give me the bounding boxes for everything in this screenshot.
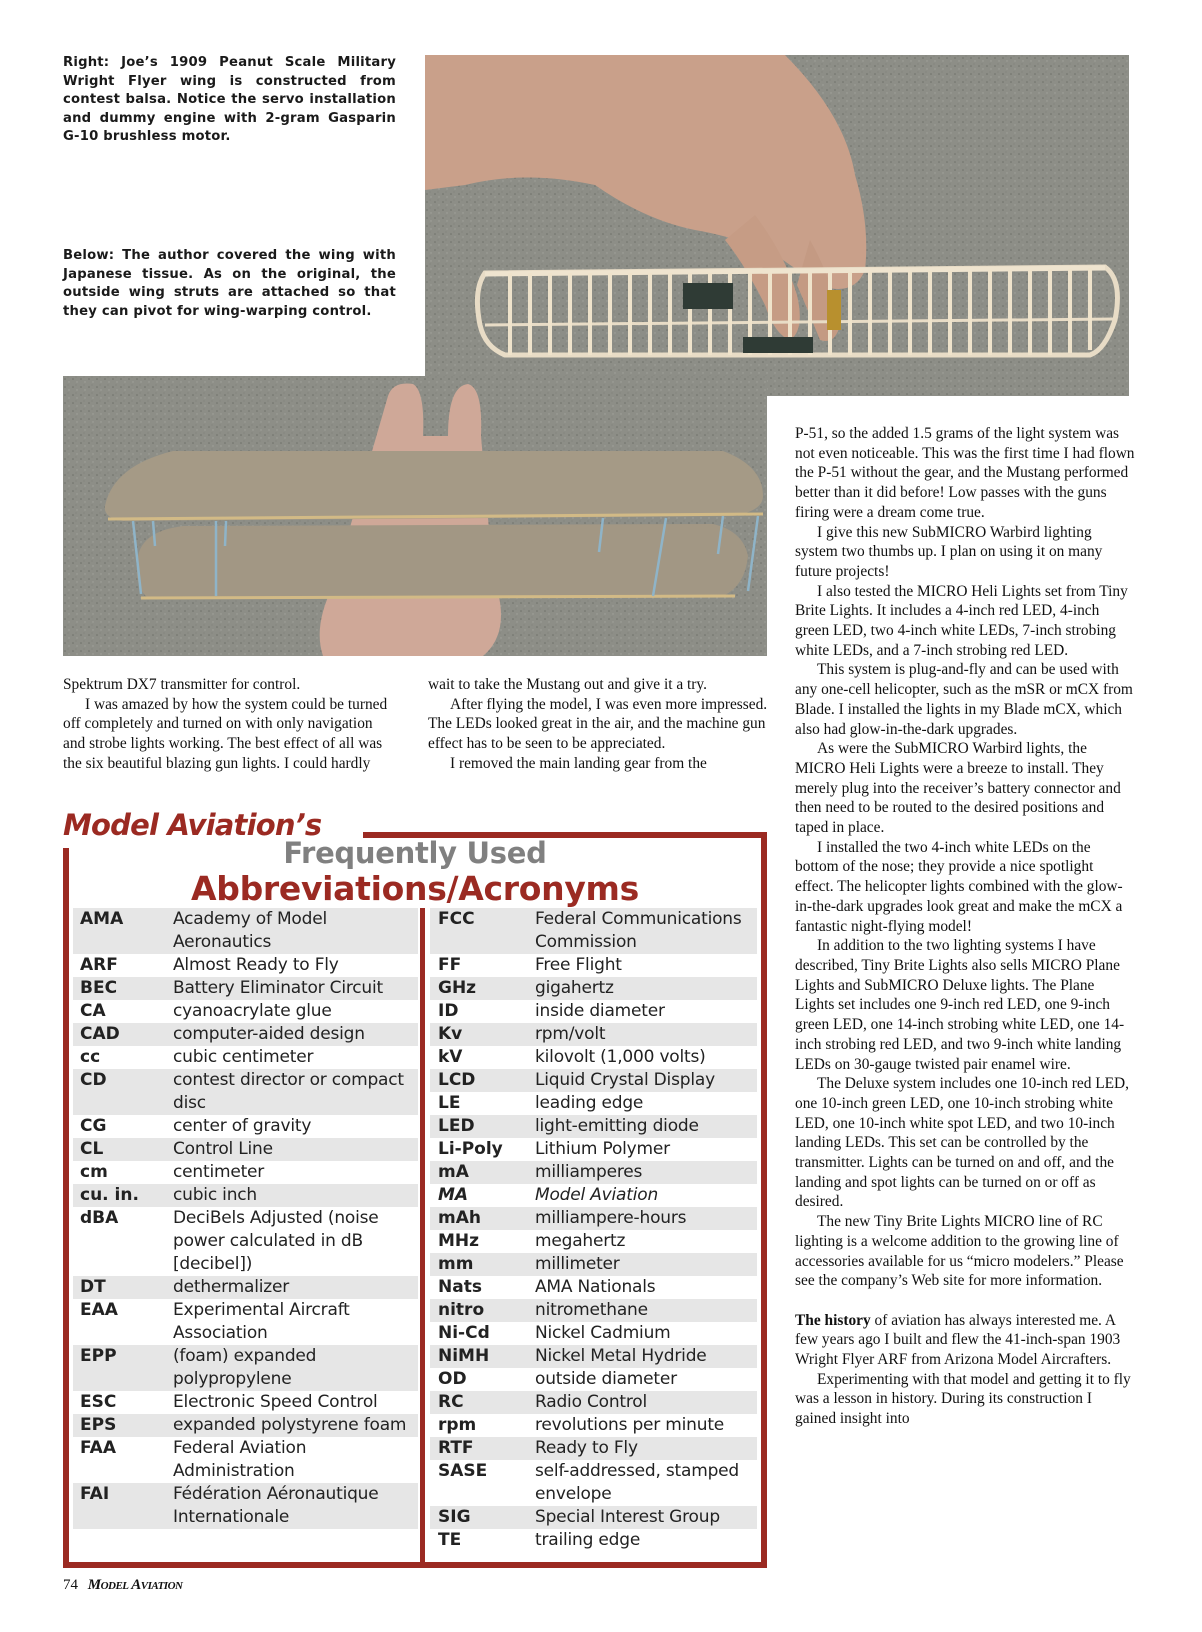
paragraph: The new Tiny Brite Lights MICRO line of RC lighting is a welcome addition to the growing line of accessories available for us “micro modelers.” Please see the company’s Web site for more information. xyxy=(795,1213,1124,1290)
photo-covered-biplane-wing xyxy=(63,376,767,656)
paragraph: In addition to the two lighting systems I have described, Tiny Brite Lights also sells MICRO Plane Lights and SubMICRO Deluxe lights. The Plane Lights set includes one 9-inch red LED, one 9-inch green LED, one 14-inch strobing white LED, one 14-inch strobing red LED, and two 9-inch white landing LEDs on 30-gauge twisted pair enamel wire. xyxy=(795,937,1125,1073)
paragraph: I give this new SubMICRO Warbird lighting system two thumbs up. I plan on using it on many future projects! xyxy=(795,523,1103,580)
photo-caption-right xyxy=(63,54,396,147)
definition: contest director or compact disc xyxy=(173,1070,404,1113)
abbreviation: GHz xyxy=(438,978,477,998)
glossary-row xyxy=(73,1391,418,1414)
abbreviation: AMA xyxy=(80,909,124,929)
definition: trailing edge xyxy=(535,1530,641,1550)
glossary-row xyxy=(73,1138,418,1161)
glossary-row xyxy=(430,1023,757,1046)
glossary-row xyxy=(430,1230,757,1253)
glossary-column-right xyxy=(430,908,757,1552)
magazine-name: Model Aviation xyxy=(87,1577,183,1593)
run-in-head: The history xyxy=(795,1311,871,1329)
paragraph: Experimenting with that model and getting it to fly was a lesson in history. During its construction I gained insight into xyxy=(795,1370,1131,1428)
article-column-2 xyxy=(428,675,768,774)
glossary-row xyxy=(430,1207,757,1230)
definition: nitromethane xyxy=(535,1300,648,1320)
definition: outside diameter xyxy=(535,1369,677,1389)
glossary-row xyxy=(73,1161,418,1184)
servo xyxy=(743,337,813,353)
glossary-row xyxy=(430,1529,757,1552)
abbreviation: CA xyxy=(80,1001,106,1021)
glossary-row xyxy=(430,908,757,954)
glossary-row xyxy=(73,1276,418,1299)
photo-balsa-wing-frame xyxy=(425,55,1129,396)
abbreviation: nitro xyxy=(438,1300,485,1320)
definition: AMA Nationals xyxy=(535,1277,656,1297)
abbreviation: ARF xyxy=(80,955,118,975)
abbreviation: LE xyxy=(438,1093,461,1113)
abbreviation: RTF xyxy=(438,1438,474,1458)
definition: millimeter xyxy=(535,1254,620,1274)
glossary-row xyxy=(430,977,757,1000)
definition: Ready to Fly xyxy=(535,1438,638,1458)
glossary-subtitle: Frequently Used xyxy=(283,836,547,870)
definition: Federal Aviation Administration xyxy=(173,1438,307,1481)
abbreviation: rpm xyxy=(438,1415,477,1435)
glossary-row xyxy=(430,1322,757,1345)
abbreviation: mAh xyxy=(438,1208,481,1228)
abbreviation: CG xyxy=(80,1116,107,1136)
paragraph: I installed the two 4-inch white LEDs on the bottom of the nose; they provide a nice spotlight effect. The helicopter lights combined with the glow-in-the-dark upgrades look great and make the mCX a fantastic night-flying model! xyxy=(795,838,1123,935)
glossary-row xyxy=(73,1414,418,1437)
abbreviation: CD xyxy=(80,1070,107,1090)
glossary-row xyxy=(430,1253,757,1276)
paragraph: I also tested the MICRO Heli Lights set from Tiny Brite Lights. It includes a 4-inch red LED, 4-inch green LED, two 4-inch white LEDs, 7-inch strobing white LEDs, and a 7-inch strobing red LED. xyxy=(795,582,1128,659)
definition: kilovolt (1,000 volts) xyxy=(535,1047,706,1067)
paragraph: I was amazed by how the system could be turned off completely and turned on with only navigation and strobe lights working. The best effect of all was the six beautiful blazing gun lights. I could hardly xyxy=(63,695,388,772)
definition: Nickel Metal Hydride xyxy=(535,1346,707,1366)
glossary-row xyxy=(430,1368,757,1391)
definition: light-emitting diode xyxy=(535,1116,699,1136)
abbreviation: FF xyxy=(438,955,462,975)
abbreviation: ESC xyxy=(80,1392,117,1412)
abbreviation: kV xyxy=(438,1047,463,1067)
definition: Control Line xyxy=(173,1139,273,1159)
glossary-row xyxy=(73,1483,418,1529)
glossary-row xyxy=(73,1184,418,1207)
paragraph: This system is plug-and-fly and can be used with any one-cell helicopter, such as the mSR or mCX from Blade. I installed the lights in my Blade mCX, which also had glow-in-the-dark upgrades. xyxy=(795,661,1133,738)
definition: Experimental Aircraft Association xyxy=(173,1300,350,1343)
abbreviations-glossary xyxy=(63,808,767,1568)
definition: Model Aviation xyxy=(535,1185,659,1205)
section-lead-paragraph xyxy=(795,1311,1135,1370)
definition: Liquid Crystal Display xyxy=(535,1070,715,1090)
abbreviation: cm xyxy=(80,1162,108,1182)
caption-text: Below: The author covered the wing with Japanese tissue. As on the original, the outside wing struts are attached so that they can pivot for wing-warping control. xyxy=(63,248,396,319)
article-column-1 xyxy=(63,675,397,774)
glossary-row xyxy=(73,977,418,1000)
glossary-row xyxy=(430,1391,757,1414)
definition: Fédération Aéronautique Internationale xyxy=(173,1484,379,1527)
definition: Special Interest Group xyxy=(535,1507,720,1527)
abbreviation: cc xyxy=(80,1047,101,1067)
glossary-row xyxy=(73,954,418,977)
definition: leading edge xyxy=(535,1093,644,1113)
definition: milliamperes xyxy=(535,1162,643,1182)
border-rule xyxy=(63,848,69,1568)
definition: rpm/volt xyxy=(535,1024,606,1044)
glossary-row xyxy=(73,1023,418,1046)
definition: (foam) expanded polypropylene xyxy=(173,1346,317,1389)
definition: center of gravity xyxy=(173,1116,312,1136)
glossary-row xyxy=(73,1345,418,1391)
glossary-row xyxy=(73,1046,418,1069)
glossary-row xyxy=(430,1506,757,1529)
abbreviation: RC xyxy=(438,1392,464,1412)
glossary-column-left xyxy=(73,908,418,1529)
glossary-row xyxy=(73,1207,418,1276)
paragraph: As were the SubMICRO Warbird lights, the MICRO Heli Lights were a breeze to install. They merely plug into the receiver’s battery connector and then need to be routed to the desired positions and taped in place. xyxy=(795,740,1121,837)
definition: dethermalizer xyxy=(173,1277,290,1297)
abbreviation: FAI xyxy=(80,1484,110,1504)
glossary-row xyxy=(73,1299,418,1345)
definition: revolutions per minute xyxy=(535,1415,725,1435)
abbreviation: OD xyxy=(438,1369,467,1389)
glossary-row xyxy=(430,1414,757,1437)
glossary-row xyxy=(73,1115,418,1138)
definition: inside diameter xyxy=(535,1001,665,1021)
abbreviation: BEC xyxy=(80,978,118,998)
definition: DeciBels Adjusted (noise power calculated in dB [decibel]) xyxy=(173,1208,379,1274)
definition: Federal Communications Commission xyxy=(535,909,742,952)
glossary-row xyxy=(430,1345,757,1368)
abbreviation: mm xyxy=(438,1254,474,1274)
photo-caption-below xyxy=(63,247,396,321)
abbreviation: SASE xyxy=(438,1461,488,1481)
definition: Almost Ready to Fly xyxy=(173,955,339,975)
abbreviation: Nats xyxy=(438,1277,482,1297)
definition: Battery Eliminator Circuit xyxy=(173,978,383,998)
glossary-row xyxy=(430,1276,757,1299)
border-rule xyxy=(63,1562,767,1568)
definition: Academy of Model Aeronautics xyxy=(173,909,328,952)
caption-text: Right: Joe’s 1909 Peanut Scale Military Wright Flyer wing is constructed from contest balsa. Notice the servo installation and dummy engine with 2-gram Gasparin G-10 brushless motor. xyxy=(63,55,396,144)
abbreviation: LCD xyxy=(438,1070,476,1090)
abbreviation: Kv xyxy=(438,1024,463,1044)
paragraph: After flying the model, I was even more impressed. The LEDs looked great in the air, and the machine gun effect has to be seen to be appreciated. xyxy=(428,695,768,753)
motor xyxy=(827,290,841,330)
definition: milliampere-hours xyxy=(535,1208,687,1228)
paragraph: P-51, so the added 1.5 grams of the light system was not even noticeable. This was the first time I had flown the P-51 without the gear, and the Mustang performed better than it did before! Low passes with the guns firing were a dream come true. xyxy=(795,425,1135,521)
paragraph: Spektrum DX7 transmitter for control. xyxy=(63,676,301,693)
abbreviation: LED xyxy=(438,1116,475,1136)
page-footer xyxy=(63,1575,182,1595)
glossary-row xyxy=(430,1437,757,1460)
abbreviation: CAD xyxy=(80,1024,120,1044)
abbreviation: EPS xyxy=(80,1415,117,1435)
paragraph-text: of aviation has always interested me. A few years ago I built and flew the 41-inch-span 1903 Wright Flyer ARF from Arizona Model Aircrafters. xyxy=(795,1311,1121,1369)
glossary-row xyxy=(73,908,418,954)
page-number: 74 xyxy=(63,1577,78,1593)
abbreviation: MA xyxy=(438,1185,469,1205)
definition: Free Flight xyxy=(535,955,622,975)
definition: cyanoacrylate glue xyxy=(173,1001,332,1021)
definition: expanded polystyrene foam xyxy=(173,1415,407,1435)
glossary-row xyxy=(430,954,757,977)
abbreviation: DT xyxy=(80,1277,106,1297)
paragraph: I removed the main landing gear from the xyxy=(450,754,707,772)
abbreviation: mA xyxy=(438,1162,469,1182)
article-column-3 xyxy=(795,424,1135,1429)
border-rule xyxy=(761,832,767,1568)
glossary-row xyxy=(430,1460,757,1506)
definition: Electronic Speed Control xyxy=(173,1392,378,1412)
definition: gigahertz xyxy=(535,978,614,998)
definition: cubic inch xyxy=(173,1185,258,1205)
glossary-row xyxy=(430,1138,757,1161)
glossary-title: Abbreviations/Acronyms xyxy=(191,869,639,908)
glossary-row xyxy=(430,1092,757,1115)
definition: self-addressed, stamped envelope xyxy=(535,1461,740,1504)
servo xyxy=(683,283,733,309)
column-divider xyxy=(420,908,425,1563)
abbreviation: MHz xyxy=(438,1231,480,1251)
definition: Lithium Polymer xyxy=(535,1139,670,1159)
definition: Radio Control xyxy=(535,1392,648,1412)
paragraph: The Deluxe system includes one 10-inch red LED, one 10-inch green LED, one 10-inch strobing white LED, one 10-inch white spot LED, and two 10-inch landing LEDs. This set can be controlled by the transmitter. Lights can be turned on and off, and the landing and spot lights can be turned on or off as desired. xyxy=(795,1075,1129,1211)
glossary-row xyxy=(430,1161,757,1184)
abbreviation: cu. in. xyxy=(80,1185,139,1205)
glossary-row xyxy=(73,1069,418,1115)
definition: megahertz xyxy=(535,1231,626,1251)
abbreviation: FAA xyxy=(80,1438,116,1458)
abbreviation: Li-Poly xyxy=(438,1139,503,1159)
glossary-row xyxy=(430,1069,757,1092)
abbreviation: CL xyxy=(80,1139,104,1159)
glossary-row xyxy=(73,1437,418,1483)
definition: cubic centimeter xyxy=(173,1047,314,1067)
glossary-row xyxy=(430,1000,757,1023)
abbreviation: ID xyxy=(438,1001,459,1021)
definition: centimeter xyxy=(173,1162,265,1182)
glossary-row xyxy=(73,1000,418,1023)
glossary-row xyxy=(430,1115,757,1138)
definition: computer-aided design xyxy=(173,1024,365,1044)
abbreviation: FCC xyxy=(438,909,475,929)
abbreviation: dBA xyxy=(80,1208,119,1228)
abbreviation: TE xyxy=(438,1530,462,1550)
abbreviation: Ni-Cd xyxy=(438,1323,490,1343)
abbreviation: EPP xyxy=(80,1346,117,1366)
definition: Nickel Cadmium xyxy=(535,1323,671,1343)
glossary-row xyxy=(430,1184,757,1207)
paragraph: wait to take the Mustang out and give it a try. xyxy=(428,676,707,693)
glossary-row xyxy=(430,1046,757,1069)
glossary-row xyxy=(430,1299,757,1322)
abbreviation: NiMH xyxy=(438,1346,490,1366)
abbreviation: SIG xyxy=(438,1507,471,1527)
abbreviation: EAA xyxy=(80,1300,118,1320)
glossary-title-magazine: Model Aviation’s xyxy=(63,808,322,842)
section-gap xyxy=(795,1291,1135,1311)
